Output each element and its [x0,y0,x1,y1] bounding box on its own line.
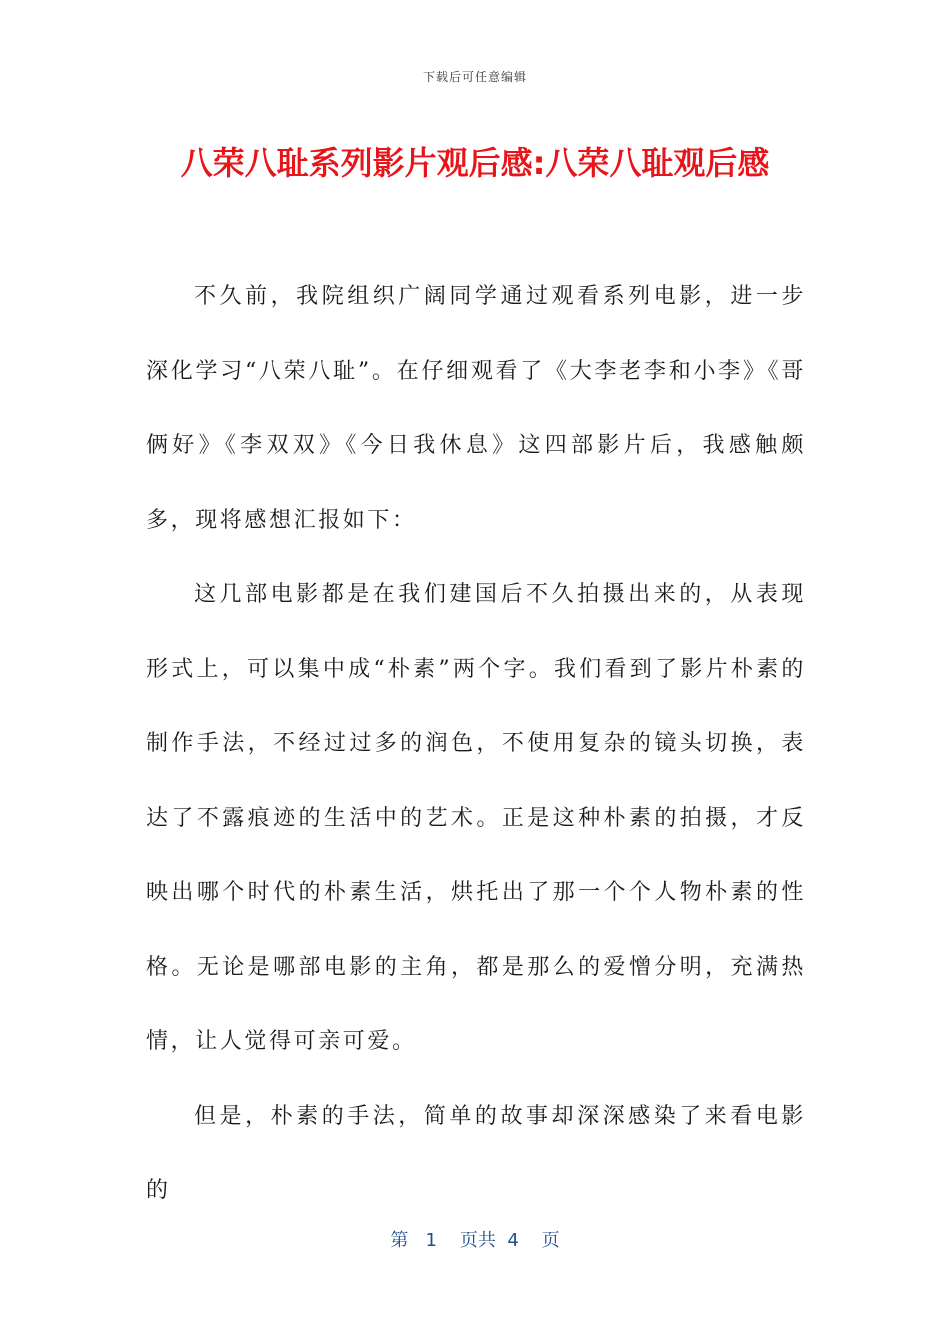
page-label-middle: 页共 [459,1230,496,1251]
header-note: 下载后可任意编辑 [422,70,527,84]
paragraph: 这几部电影都是在我们建国后不久拍摄出来的，从表现形式上，可以集中成“朴素”两个字。我们看到了影片朴素的制作手法，不经过过多的润色，不使用复杂的镜头切换，表达了不露痕迹的生活中的艺术。正是这种朴素的拍摄，才反映出哪个时代的朴素生活，烘托出了那一个个人物朴素的性格。无论是哪部电影的主角，都是那么的爱憎分明，充满热情，让人觉得可亲可爱。 [146,582,806,1054]
paragraph: 但是，朴素的手法，简单的故事却深深感染了来看电影的 [146,1103,806,1203]
document-body [146,260,806,1229]
total-pages-number: 4 [507,1230,519,1251]
page-number-footer [0,1226,950,1252]
current-page-number: 1 [425,1230,437,1251]
document-title: 八荣八耻系列影片观后感:八荣八耻观后感 [180,144,770,182]
paragraph: 不久前，我院组织广阔同学通过观看系列电影，进一步深化学习“八荣八耻”。在仔细观看了《大李老李和小李》《哥俩好》《李双双》《今日我休息》这四部影片后，我感触颇多，现将感想汇报如下： [146,284,806,533]
page-label-prefix: 第 [390,1230,409,1251]
page-label-suffix: 页 [541,1230,560,1251]
